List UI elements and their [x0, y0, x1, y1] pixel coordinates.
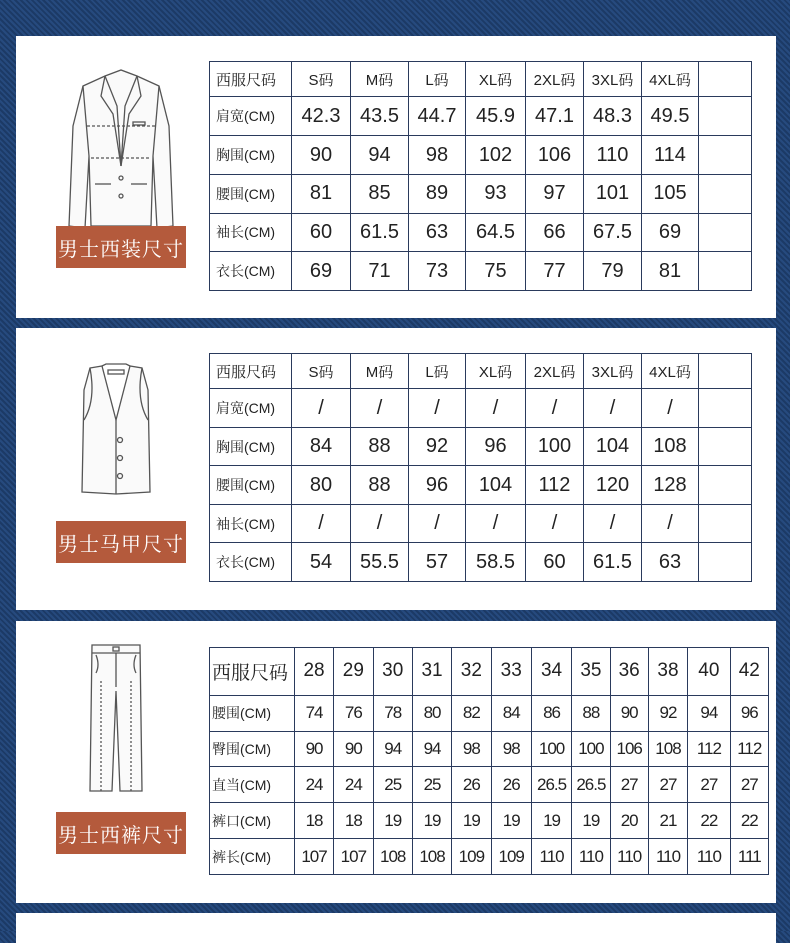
table-cell: 90: [334, 731, 373, 767]
table-cell: 24: [334, 767, 373, 803]
table-cell: 96: [466, 427, 526, 466]
table-cell: 105: [642, 174, 699, 213]
table-cell: 76: [334, 695, 373, 731]
table-cell: /: [466, 389, 526, 428]
table-row: [210, 839, 769, 875]
table-cell: 26.5: [572, 767, 610, 803]
table-cell: 106: [526, 136, 584, 175]
table-cell: 112: [730, 731, 768, 767]
table-cell: 84: [491, 695, 531, 731]
vest-size-table: [209, 353, 752, 582]
table-header-row: [210, 648, 769, 696]
table-cell: 111: [730, 839, 768, 875]
table-cell: 66: [526, 213, 584, 252]
header-cell: [699, 62, 752, 97]
table-cell: 19: [452, 803, 491, 839]
suit-jacket-illustration: [61, 66, 181, 236]
table-cell: 112: [526, 466, 584, 505]
table-cell: 85: [351, 174, 409, 213]
table-cell: 96: [409, 466, 466, 505]
table-cell: 44.7: [409, 97, 466, 136]
suit-size-title: 男士西装尺寸: [56, 226, 186, 268]
row-label: 腰围(CM): [210, 695, 295, 731]
table-cell: 114: [642, 136, 699, 175]
table-cell: 27: [648, 767, 687, 803]
row-label: 衣长(CM): [210, 543, 292, 582]
table-cell: 77: [526, 252, 584, 291]
table-cell: 104: [466, 466, 526, 505]
table-cell: 86: [531, 695, 571, 731]
table-cell: 108: [373, 839, 412, 875]
table-cell: /: [466, 504, 526, 543]
header-cell: 3XL码: [584, 354, 642, 389]
table-cell: /: [292, 504, 351, 543]
row-label: 臀围(CM): [210, 731, 295, 767]
header-cell: 2XL码: [526, 354, 584, 389]
header-cell: 31: [412, 648, 451, 696]
table-cell: 120: [584, 466, 642, 505]
header-cell: 4XL码: [642, 62, 699, 97]
table-cell: 101: [584, 174, 642, 213]
row-label: 裤长(CM): [210, 839, 295, 875]
table-row: [210, 803, 769, 839]
row-label: 裤口(CM): [210, 803, 295, 839]
table-cell: /: [642, 504, 699, 543]
table-cell: 92: [648, 695, 687, 731]
table-cell: 45.9: [466, 97, 526, 136]
table-cell: 74: [294, 695, 333, 731]
table-cell: /: [351, 504, 409, 543]
header-cell: L码: [409, 62, 466, 97]
table-cell: 20: [610, 803, 648, 839]
header-cell: 西服尺码: [210, 648, 295, 696]
table-cell: 24: [294, 767, 333, 803]
pants-size-table: [209, 647, 769, 875]
table-cell: 27: [610, 767, 648, 803]
table-cell: 69: [642, 213, 699, 252]
table-cell: 64.5: [466, 213, 526, 252]
table-cell: 109: [452, 839, 491, 875]
table-cell: 89: [409, 174, 466, 213]
table-cell: 110: [648, 839, 687, 875]
pants-size-panel: [16, 621, 776, 903]
table-cell: 49.5: [642, 97, 699, 136]
table-cell: 84: [292, 427, 351, 466]
table-cell: 98: [409, 136, 466, 175]
table-cell: 102: [466, 136, 526, 175]
table-cell: 26.5: [531, 767, 571, 803]
table-cell: 22: [688, 803, 730, 839]
header-cell: 29: [334, 648, 373, 696]
table-cell: 88: [572, 695, 610, 731]
header-cell: 28: [294, 648, 333, 696]
table-cell: 112: [688, 731, 730, 767]
table-cell: 88: [351, 427, 409, 466]
table-cell: /: [642, 389, 699, 428]
table-cell: 58.5: [466, 543, 526, 582]
table-cell: 100: [526, 427, 584, 466]
table-cell: [699, 427, 752, 466]
table-cell: 25: [373, 767, 412, 803]
header-cell: S码: [292, 62, 351, 97]
table-row: [210, 695, 769, 731]
table-cell: 82: [452, 695, 491, 731]
table-cell: 109: [491, 839, 531, 875]
table-cell: 57: [409, 543, 466, 582]
table-cell: 90: [292, 136, 351, 175]
table-cell: /: [409, 389, 466, 428]
table-cell: 43.5: [351, 97, 409, 136]
table-cell: 63: [642, 543, 699, 582]
table-cell: 75: [466, 252, 526, 291]
table-cell: 26: [452, 767, 491, 803]
table-cell: 110: [610, 839, 648, 875]
table-cell: 110: [572, 839, 610, 875]
table-cell: 90: [294, 731, 333, 767]
vest-illustration: [76, 360, 156, 500]
row-label: 直当(CM): [210, 767, 295, 803]
table-cell: [699, 252, 752, 291]
table-cell: 94: [351, 136, 409, 175]
header-cell: [699, 354, 752, 389]
table-row: [210, 767, 769, 803]
suit-size-panel: [16, 36, 776, 318]
table-cell: 61.5: [584, 543, 642, 582]
header-cell: M码: [351, 354, 409, 389]
table-cell: 19: [412, 803, 451, 839]
table-cell: 48.3: [584, 97, 642, 136]
table-cell: 92: [409, 427, 466, 466]
table-cell: 98: [452, 731, 491, 767]
table-cell: [699, 466, 752, 505]
table-cell: 54: [292, 543, 351, 582]
header-cell: 西服尺码: [210, 62, 292, 97]
table-cell: [699, 213, 752, 252]
header-cell: S码: [292, 354, 351, 389]
table-cell: 90: [610, 695, 648, 731]
row-label: 袖长(CM): [210, 504, 292, 543]
table-cell: 69: [292, 252, 351, 291]
table-cell: /: [409, 504, 466, 543]
table-row: [210, 466, 752, 505]
table-cell: 60: [526, 543, 584, 582]
table-cell: 88: [351, 466, 409, 505]
table-cell: 21: [648, 803, 687, 839]
table-cell: 108: [642, 427, 699, 466]
row-label: 胸围(CM): [210, 427, 292, 466]
table-cell: 106: [610, 731, 648, 767]
table-row: [210, 389, 752, 428]
table-cell: 26: [491, 767, 531, 803]
table-cell: 63: [409, 213, 466, 252]
header-cell: 4XL码: [642, 354, 699, 389]
table-row: [210, 427, 752, 466]
header-cell: XL码: [466, 354, 526, 389]
table-cell: 81: [292, 174, 351, 213]
table-cell: 18: [334, 803, 373, 839]
table-header-row: [210, 62, 752, 97]
table-cell: /: [526, 504, 584, 543]
table-cell: 79: [584, 252, 642, 291]
table-cell: 27: [688, 767, 730, 803]
header-cell: 3XL码: [584, 62, 642, 97]
table-cell: 25: [412, 767, 451, 803]
table-cell: 71: [351, 252, 409, 291]
table-cell: 42.3: [292, 97, 351, 136]
table-cell: 107: [334, 839, 373, 875]
vest-size-title: 男士马甲尺寸: [56, 521, 186, 563]
vest-size-panel: [16, 328, 776, 610]
table-cell: 110: [584, 136, 642, 175]
next-panel-edge: [16, 913, 776, 943]
table-cell: 19: [531, 803, 571, 839]
header-cell: 32: [452, 648, 491, 696]
table-cell: [699, 136, 752, 175]
table-cell: [699, 504, 752, 543]
table-cell: 108: [412, 839, 451, 875]
header-cell: XL码: [466, 62, 526, 97]
row-label: 袖长(CM): [210, 213, 292, 252]
table-cell: 108: [648, 731, 687, 767]
table-cell: 67.5: [584, 213, 642, 252]
header-cell: L码: [409, 354, 466, 389]
table-row: [210, 543, 752, 582]
table-cell: 110: [688, 839, 730, 875]
table-cell: 100: [572, 731, 610, 767]
suit-size-table: [209, 61, 752, 291]
row-label: 肩宽(CM): [210, 97, 292, 136]
table-cell: 19: [373, 803, 412, 839]
header-cell: 30: [373, 648, 412, 696]
header-cell: 34: [531, 648, 571, 696]
table-cell: [699, 174, 752, 213]
table-cell: 47.1: [526, 97, 584, 136]
header-cell: 2XL码: [526, 62, 584, 97]
header-cell: 35: [572, 648, 610, 696]
table-cell: 19: [491, 803, 531, 839]
table-cell: 128: [642, 466, 699, 505]
table-cell: [699, 543, 752, 582]
table-cell: /: [292, 389, 351, 428]
table-cell: 94: [688, 695, 730, 731]
header-cell: 33: [491, 648, 531, 696]
table-cell: 97: [526, 174, 584, 213]
table-row: [210, 504, 752, 543]
row-label: 腰围(CM): [210, 466, 292, 505]
table-cell: 110: [531, 839, 571, 875]
table-cell: 60: [292, 213, 351, 252]
table-row: [210, 252, 752, 291]
header-cell: 40: [688, 648, 730, 696]
table-cell: /: [584, 504, 642, 543]
pants-size-title: 男士西裤尺寸: [56, 812, 186, 854]
table-cell: 80: [412, 695, 451, 731]
table-cell: 80: [292, 466, 351, 505]
trousers-illustration: [86, 641, 146, 796]
table-header-row: [210, 354, 752, 389]
table-cell: 18: [294, 803, 333, 839]
table-cell: [699, 389, 752, 428]
table-cell: 78: [373, 695, 412, 731]
table-cell: 27: [730, 767, 768, 803]
header-cell: 42: [730, 648, 768, 696]
table-cell: [699, 97, 752, 136]
table-cell: 98: [491, 731, 531, 767]
table-cell: 100: [531, 731, 571, 767]
header-cell: 西服尺码: [210, 354, 292, 389]
table-row: [210, 213, 752, 252]
table-cell: /: [584, 389, 642, 428]
table-cell: /: [526, 389, 584, 428]
table-row: [210, 136, 752, 175]
table-cell: 104: [584, 427, 642, 466]
table-cell: 22: [730, 803, 768, 839]
header-cell: 36: [610, 648, 648, 696]
table-cell: 96: [730, 695, 768, 731]
row-label: 衣长(CM): [210, 252, 292, 291]
row-label: 肩宽(CM): [210, 389, 292, 428]
table-row: [210, 97, 752, 136]
table-cell: 93: [466, 174, 526, 213]
table-cell: 94: [412, 731, 451, 767]
header-cell: 38: [648, 648, 687, 696]
table-cell: 61.5: [351, 213, 409, 252]
row-label: 腰围(CM): [210, 174, 292, 213]
table-cell: 55.5: [351, 543, 409, 582]
table-cell: 19: [572, 803, 610, 839]
table-cell: 81: [642, 252, 699, 291]
table-cell: 94: [373, 731, 412, 767]
table-row: [210, 731, 769, 767]
table-cell: 73: [409, 252, 466, 291]
header-cell: M码: [351, 62, 409, 97]
table-cell: 107: [294, 839, 333, 875]
row-label: 胸围(CM): [210, 136, 292, 175]
table-row: [210, 174, 752, 213]
table-cell: /: [351, 389, 409, 428]
